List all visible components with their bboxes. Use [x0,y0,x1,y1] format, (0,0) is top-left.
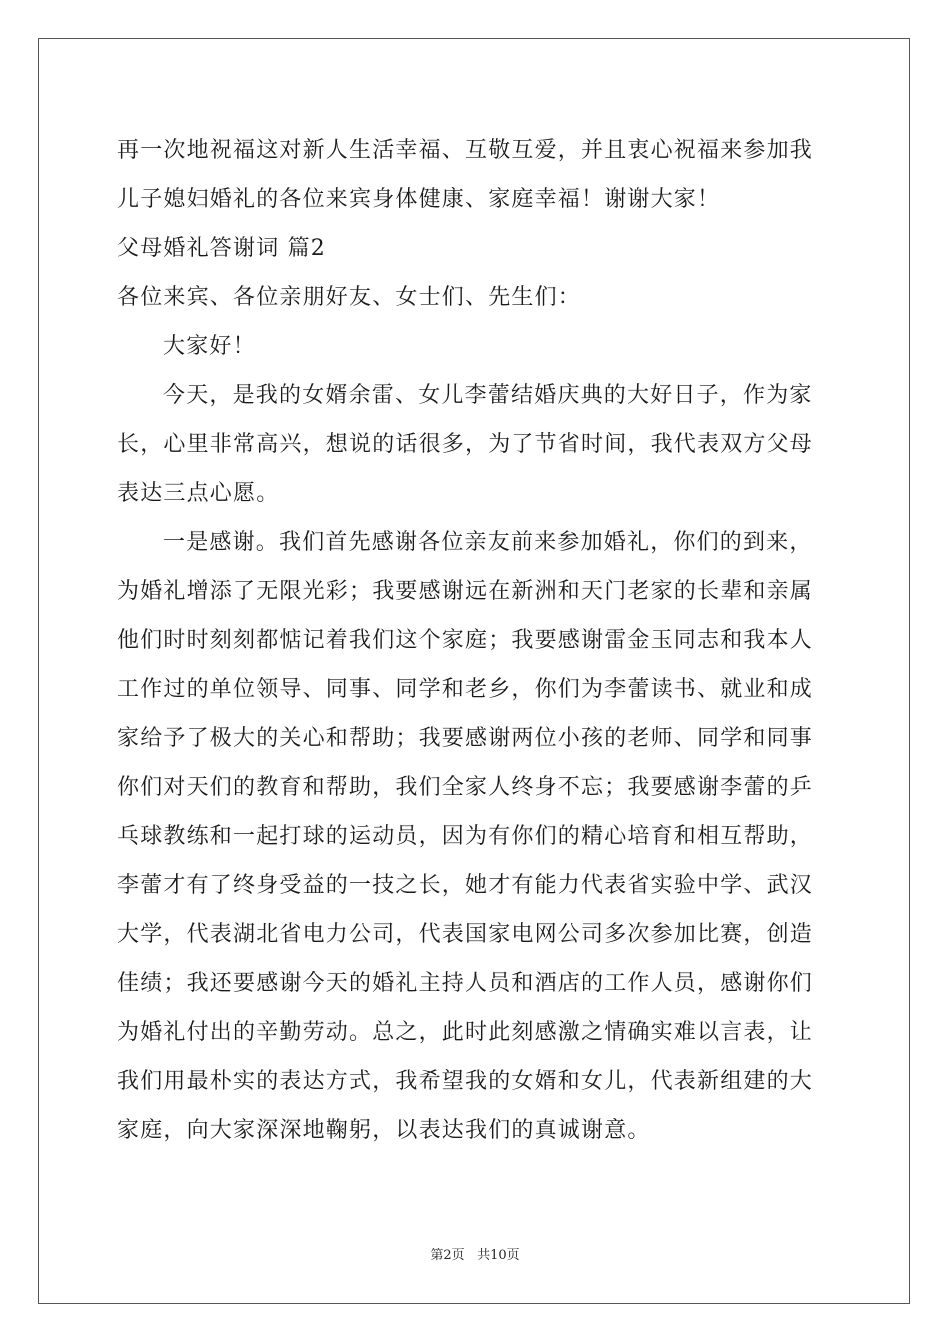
text-line: 你们对天们的教育和帮助，我们全家人终身不忘；我要感谢李蕾的乒 [117,775,814,800]
text-line: 工作过的单位领导、同事、同学和老乡，你们为李蕾读书、就业和成 [117,677,814,702]
text-line: 父母婚礼答谢词 篇2 [117,236,326,261]
text-line: 家给予了极大的关心和帮助；我要感谢两位小孩的老师、同学和同事 [117,726,814,751]
text-line: 一是感谢。我们首先感谢各位亲友前来参加婚礼，你们的到来， [163,530,813,555]
text-line: 大学，代表湖北省电力公司，代表国家电网公司多次参加比赛，创造 [117,922,814,947]
text-line: 家庭，向大家深深地鞠躬，以表达我们的真诚谢意。 [117,1118,651,1143]
text-line: 大家好！ [163,334,256,359]
text-line: 李蕾才有了终身受益的一技之长，她才有能力代表省实验中学、武汉 [117,873,814,898]
text-line: 各位来宾、各位亲朋好友、女士们、先生们： [117,285,582,310]
page-footer [0,1244,950,1263]
text-line: 佳绩；我还要感谢今天的婚礼主持人员和酒店的工作人员，感谢你们 [117,971,814,996]
page-total: 共10页 [477,1248,520,1263]
page-number: 第2页 [430,1248,465,1263]
text-line: 儿子媳妇婚礼的各位来宾身体健康、家庭幸福！谢谢大家！ [117,187,721,212]
text-line: 今天，是我的女婿余雷、女儿李蕾结婚庆典的大好日子，作为家 [163,383,813,408]
document-body [117,126,833,1155]
text-line: 乓球教练和一起打球的运动员，因为有你们的精心培育和相互帮助， [117,824,814,849]
text-line: 他们时时刻刻都惦记着我们这个家庭；我要感谢雷金玉同志和我本人 [117,628,814,653]
text-line: 我们用最朴实的表达方式，我希望我的女婿和女儿，代表新组建的大 [117,1069,814,1094]
text-line: 表达三点心愿。 [117,481,280,506]
text-line: 为婚礼增添了无限光彩；我要感谢远在新洲和天门老家的长辈和亲属 [117,579,814,604]
text-line: 长，心里非常高兴，想说的话很多，为了节省时间，我代表双方父母 [117,432,814,457]
text-line: 为婚礼付出的辛勤劳动。总之，此时此刻感激之情确实难以言表，让 [117,1020,814,1045]
text-line: 再一次地祝福这对新人生活幸福、互敬互爱，并且衷心祝福来参加我 [117,138,814,163]
